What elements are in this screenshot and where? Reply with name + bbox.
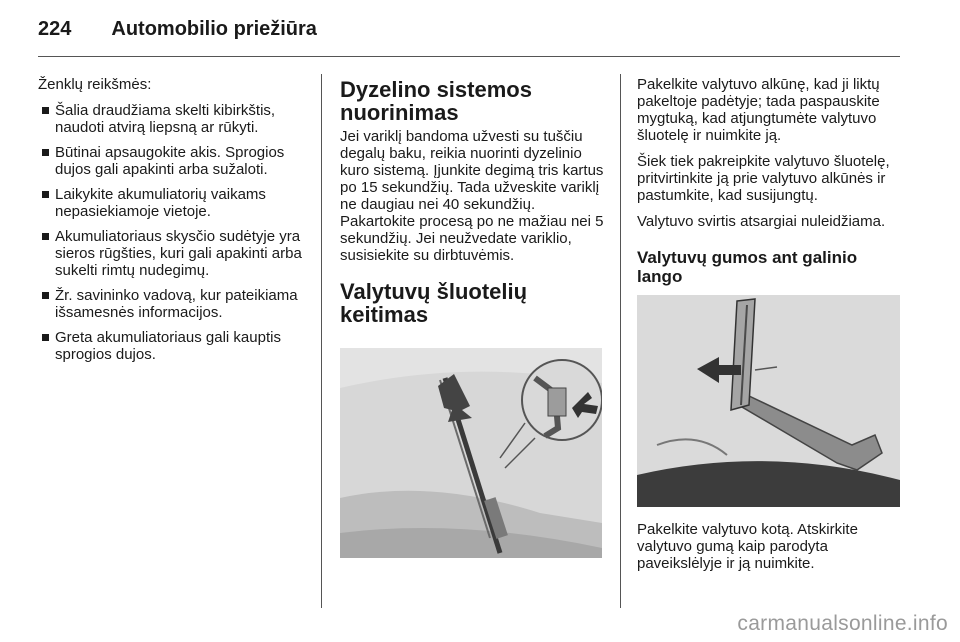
list-item: Akumuliatoriaus skysčio sudėtyje yra sieros rūgšties, kuri gali apakinti arba sukelti rimtų nudegimų.: [38, 228, 306, 279]
wiper-step-3: Valytuvo svirtis atsargiai nuleidžiama.: [637, 213, 886, 230]
list-item: Laikykite akumuliatorių vaikams nepasiekiamoje vietoje.: [38, 186, 306, 220]
rear-wiper-heading: Valytuvų gumos ant galinio lango: [637, 248, 858, 286]
middle-column: [340, 78, 604, 330]
rear-wiper-illustration: [637, 295, 900, 507]
column-rule-right: [620, 74, 621, 608]
diesel-bleeding-heading: Dyzelino sistemos nuorinimas: [340, 77, 532, 125]
wiper-step-2: Šiek tiek pakreipkite valytuvo šluotelę, pritvirtinkite ją prie valytuvo alkūnės ir pastumkite, kad susijungtų.: [637, 153, 890, 204]
right-column: [637, 76, 902, 298]
list-item: Žr. savininko vadovą, kur pateikiama išsamesnės informacijos.: [38, 287, 306, 321]
wiper-step-1: Pakelkite valytuvo alkūnę, kad ji liktų pakeltoje padėtyje; tada paspauskite mygtuką, kad atjungtumėte valytuvo šluotelę ir nuimkite ją.: [637, 76, 880, 144]
page-header: [38, 18, 317, 48]
symbols-list: [38, 102, 306, 363]
left-column: [38, 76, 306, 371]
column-rule-left: [321, 74, 322, 608]
windshield-wiper-figure: [340, 348, 602, 558]
diesel-bleeding-text: Jei variklį bandoma užvesti su tuščiu degalų baku, reikia nuorinti dyzelinio kuro sistemą. Įjunkite degimą tris kartus po 15 sekundžių. Tada užveskite variklį ne daugiau nei 40 sekundžių. Pakartokite procesą po ne mažiau nei 5 sekundžių. Jei neužvedate variklio, susisiekite su dirbtuvėmis.: [340, 128, 604, 264]
list-item: Būtinai apsaugokite akis. Sprogios dujos gali apakinti arba sužaloti.: [38, 144, 306, 178]
wiper-illustration: [340, 348, 602, 558]
rear-wiper-text: [637, 521, 902, 581]
wiper-blade-heading: Valytuvų šluotelių keitimas: [340, 279, 528, 327]
list-item: Šalia draudžiama skelti kibirkštis, naudoti atvirą liepsną ar rūkyti.: [38, 102, 306, 136]
header-rule: [38, 56, 900, 57]
list-item: Greta akumuliatoriaus gali kauptis sprogios dujos.: [38, 329, 306, 363]
symbols-intro: Ženklų reikšmės:: [38, 76, 152, 93]
rear-wiper-step: Pakelkite valytuvo kotą. Atskirkite valytuvo gumą kaip parodyta paveikslėlyje ir ją nuimkite.: [637, 521, 858, 572]
rear-wiper-figure: [637, 295, 900, 507]
page-number: 224: [38, 18, 72, 40]
watermark-text: carmanualsonline.info: [737, 612, 948, 635]
chapter-title: Automobilio priežiūra: [111, 18, 317, 40]
